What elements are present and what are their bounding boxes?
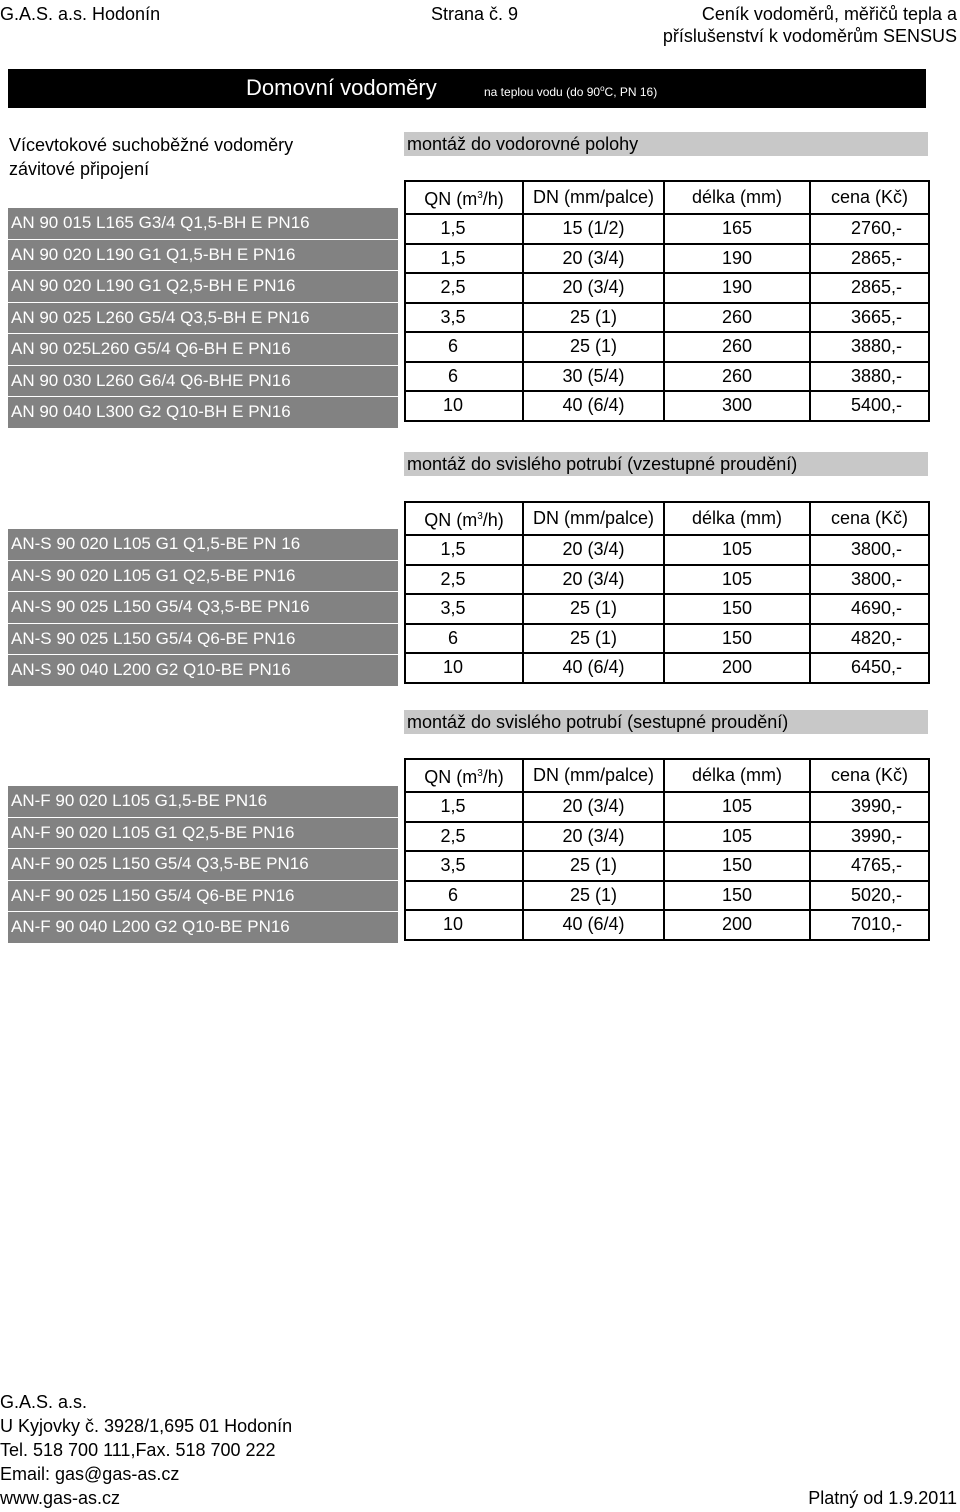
length-cell: 150 xyxy=(664,851,810,881)
product-name: AN-S 90 025 L150 G5/4 Q3,5-BE PN16 xyxy=(8,592,398,624)
column-header-dn: DN (mm/palce) xyxy=(523,181,664,214)
product-name: AN-F 90 025 L150 G5/4 Q6-BE PN16 xyxy=(8,881,398,913)
table-header-row xyxy=(405,181,929,214)
price-cell: 4820,- xyxy=(810,624,929,654)
dn-cell: 40 (6/4) xyxy=(523,653,664,683)
length-cell: 150 xyxy=(664,624,810,654)
product-name: AN-F 90 020 L105 G1,5-BE PN16 xyxy=(8,786,398,818)
dn-cell: 25 (1) xyxy=(523,594,664,624)
dn-cell: 25 (1) xyxy=(523,303,664,333)
column-header-length: délka (mm) xyxy=(664,759,810,792)
table-header-row xyxy=(405,759,929,792)
qn-unit: /h) xyxy=(482,510,504,530)
qn-cell: 1,5 xyxy=(405,792,523,822)
qn-cell: 1,5 xyxy=(405,214,523,244)
length-cell: 150 xyxy=(664,594,810,624)
price-cell: 7010,- xyxy=(810,910,929,940)
dn-cell: 20 (3/4) xyxy=(523,565,664,595)
dn-cell: 25 (1) xyxy=(523,332,664,362)
price-cell: 2865,- xyxy=(810,244,929,274)
price-cell: 5400,- xyxy=(810,391,929,421)
dn-cell: 25 (1) xyxy=(523,851,664,881)
footer-email: Email: gas@gas-as.cz xyxy=(0,1464,180,1484)
column-header-length: délka (mm) xyxy=(664,502,810,535)
length-cell: 260 xyxy=(664,303,810,333)
footer-phone: Tel. 518 700 111,Fax. 518 700 222 xyxy=(0,1440,276,1460)
product-name: AN-S 90 020 L105 G1 Q2,5-BE PN16 xyxy=(8,561,398,593)
dn-cell: 40 (6/4) xyxy=(523,391,664,421)
dn-cell: 20 (3/4) xyxy=(523,244,664,274)
qn-exponent: 3 xyxy=(477,190,483,201)
qn-cell: 3,5 xyxy=(405,303,523,333)
product-name: AN-S 90 020 L105 G1 Q1,5-BE PN 16 xyxy=(8,529,398,561)
qn-cell: 10 xyxy=(405,910,523,940)
qn-label: QN (m xyxy=(424,510,478,530)
price-cell: 3800,- xyxy=(810,565,929,595)
product-name: AN 90 015 L165 G3/4 Q1,5-BH E PN16 xyxy=(8,208,398,240)
dn-cell: 25 (1) xyxy=(523,881,664,911)
spec-table xyxy=(404,501,930,684)
product-name: AN-S 90 025 L150 G5/4 Q6-BE PN16 xyxy=(8,624,398,656)
dn-cell: 20 (3/4) xyxy=(523,273,664,303)
qn-exponent: 3 xyxy=(477,768,483,779)
price-cell: 3990,- xyxy=(810,792,929,822)
price-cell: 4690,- xyxy=(810,594,929,624)
length-cell: 105 xyxy=(664,822,810,852)
banner-subtitle-text-end: C, PN 16) xyxy=(604,85,658,99)
price-cell: 4765,- xyxy=(810,851,929,881)
qn-cell: 10 xyxy=(405,391,523,421)
banner-subtitle xyxy=(484,81,657,100)
product-name: AN 90 025L260 G5/4 Q6-BH E PN16 xyxy=(8,334,398,366)
product-name: AN 90 020 L190 G1 Q2,5-BH E PN16 xyxy=(8,271,398,303)
table-row xyxy=(405,851,929,881)
price-cell: 2760,- xyxy=(810,214,929,244)
footer-address: U Kyjovky č. 3928/1,695 01 Hodonín xyxy=(0,1416,293,1436)
qn-cell: 2,5 xyxy=(405,822,523,852)
qn-label: QN (m xyxy=(424,767,478,787)
qn-cell: 2,5 xyxy=(405,565,523,595)
length-cell: 105 xyxy=(664,792,810,822)
product-name: AN 90 040 L300 G2 Q10-BH E PN16 xyxy=(8,397,398,429)
table-row xyxy=(405,244,929,274)
category-line1: Vícevtokové suchoběžné vodoměry xyxy=(9,135,294,155)
column-header-price: cena (Kč) xyxy=(810,502,929,535)
qn-cell: 10 xyxy=(405,653,523,683)
length-cell: 165 xyxy=(664,214,810,244)
dn-cell: 25 (1) xyxy=(523,624,664,654)
product-name: AN-F 90 020 L105 G1 Q2,5-BE PN16 xyxy=(8,818,398,850)
footer-web: www.gas-as.cz xyxy=(0,1488,121,1508)
length-cell: 300 xyxy=(664,391,810,421)
table-row xyxy=(405,303,929,333)
qn-exponent: 3 xyxy=(477,511,483,522)
banner-subtitle-degree: o xyxy=(600,84,605,93)
spec-table xyxy=(404,180,930,422)
qn-cell: 1,5 xyxy=(405,244,523,274)
product-name: AN 90 030 L260 G6/4 Q6-BHE PN16 xyxy=(8,366,398,398)
table-row xyxy=(405,822,929,852)
banner-subtitle-text: na teplou vodu (do 90 xyxy=(484,85,601,99)
table-row xyxy=(405,653,929,683)
dn-cell: 20 (3/4) xyxy=(523,822,664,852)
qn-unit: /h) xyxy=(482,189,504,209)
qn-cell: 3,5 xyxy=(405,594,523,624)
table-row xyxy=(405,391,929,421)
length-cell: 150 xyxy=(664,881,810,911)
price-cell: 5020,- xyxy=(810,881,929,911)
table-row xyxy=(405,332,929,362)
banner-title: Domovní vodoměry xyxy=(246,75,437,100)
product-name-list xyxy=(8,208,398,429)
dn-cell: 15 (1/2) xyxy=(523,214,664,244)
table-row xyxy=(405,624,929,654)
length-cell: 200 xyxy=(664,653,810,683)
qn-cell: 6 xyxy=(405,624,523,654)
column-header-qn xyxy=(405,181,523,214)
table-row xyxy=(405,792,929,822)
price-cell: 3665,- xyxy=(810,303,929,333)
product-name-list xyxy=(8,529,398,687)
product-name: AN-F 90 040 L200 G2 Q10-BE PN16 xyxy=(8,912,398,944)
column-header-qn xyxy=(405,759,523,792)
column-header-dn: DN (mm/palce) xyxy=(523,502,664,535)
dn-cell: 20 (3/4) xyxy=(523,792,664,822)
price-cell: 6450,- xyxy=(810,653,929,683)
qn-cell: 3,5 xyxy=(405,851,523,881)
product-name: AN 90 020 L190 G1 Q1,5-BH E PN16 xyxy=(8,240,398,272)
product-name-list xyxy=(8,786,398,944)
dn-cell: 30 (5/4) xyxy=(523,362,664,392)
price-cell: 3800,- xyxy=(810,535,929,565)
section-title: montáž do svislého potrubí (vzestupné proudění) xyxy=(404,452,928,476)
price-cell: 3880,- xyxy=(810,362,929,392)
column-header-price: cena (Kč) xyxy=(810,181,929,214)
footer-company: G.A.S. a.s. xyxy=(0,1392,88,1412)
section-title: montáž do vodorovné polohy xyxy=(404,132,928,156)
table-row xyxy=(405,881,929,911)
doc-title-line2: příslušenství k vodoměrům SENSUS xyxy=(662,26,957,46)
length-cell: 105 xyxy=(664,565,810,595)
table-header-row xyxy=(405,502,929,535)
qn-cell: 1,5 xyxy=(405,535,523,565)
footer-valid-from: Platný od 1.9.2011 xyxy=(808,1488,957,1508)
qn-cell: 6 xyxy=(405,881,523,911)
page-number: Strana č. 9 xyxy=(431,4,519,24)
length-cell: 260 xyxy=(664,362,810,392)
product-name: AN 90 025 L260 G5/4 Q3,5-BH E PN16 xyxy=(8,303,398,335)
column-header-length: délka (mm) xyxy=(664,181,810,214)
column-header-dn: DN (mm/palce) xyxy=(523,759,664,792)
table-row xyxy=(405,214,929,244)
price-cell: 3880,- xyxy=(810,332,929,362)
column-header-qn xyxy=(405,502,523,535)
dn-cell: 40 (6/4) xyxy=(523,910,664,940)
column-header-price: cena (Kč) xyxy=(810,759,929,792)
qn-unit: /h) xyxy=(482,767,504,787)
length-cell: 105 xyxy=(664,535,810,565)
table-row xyxy=(405,362,929,392)
table-row xyxy=(405,594,929,624)
length-cell: 200 xyxy=(664,910,810,940)
company-name: G.A.S. a.s. Hodonín xyxy=(0,4,161,24)
section-title: montáž do svislého potrubí (sestupné proudění) xyxy=(404,710,928,734)
table-row xyxy=(405,910,929,940)
table-row xyxy=(405,273,929,303)
category-line2: závitové připojení xyxy=(9,159,150,179)
product-name: AN-F 90 025 L150 G5/4 Q3,5-BE PN16 xyxy=(8,849,398,881)
length-cell: 260 xyxy=(664,332,810,362)
length-cell: 190 xyxy=(664,244,810,274)
length-cell: 190 xyxy=(664,273,810,303)
qn-cell: 6 xyxy=(405,362,523,392)
qn-label: QN (m xyxy=(424,189,478,209)
table-row xyxy=(405,565,929,595)
price-cell: 3990,- xyxy=(810,822,929,852)
dn-cell: 20 (3/4) xyxy=(523,535,664,565)
product-name: AN-S 90 040 L200 G2 Q10-BE PN16 xyxy=(8,655,398,687)
doc-title-line1: Ceník vodoměrů, měřičů tepla a xyxy=(701,4,957,24)
qn-cell: 6 xyxy=(405,332,523,362)
price-cell: 2865,- xyxy=(810,273,929,303)
table-row xyxy=(405,535,929,565)
qn-cell: 2,5 xyxy=(405,273,523,303)
spec-table xyxy=(404,758,930,941)
banner xyxy=(8,69,926,108)
